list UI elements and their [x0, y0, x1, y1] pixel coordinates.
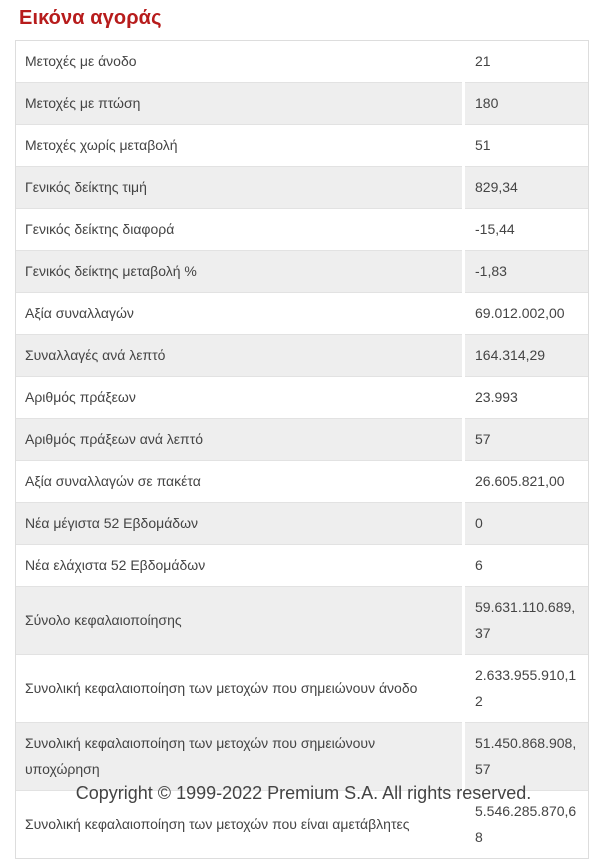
row-value: 6: [464, 545, 589, 587]
table-row: [16, 293, 588, 335]
table-row: [16, 83, 588, 125]
table-row: [16, 167, 588, 209]
table-row: [16, 723, 588, 791]
table-row: [16, 419, 588, 461]
market-overview-table: [15, 40, 589, 859]
row-value: 21: [464, 41, 589, 83]
row-value: 164.314,29: [464, 335, 589, 377]
table-row: [16, 503, 588, 545]
row-value: 26.605.821,00: [464, 461, 589, 503]
row-label: Νέα ελάχιστα 52 Εβδομάδων: [16, 545, 464, 587]
row-label: Συνολική κεφαλαιοποίηση των μετοχών που σημειώνουν υποχώρηση: [16, 723, 464, 791]
row-label: Αξία συναλλαγών: [16, 293, 464, 335]
row-value: 829,34: [464, 167, 589, 209]
table-row: [16, 377, 588, 419]
row-label: Αξία συναλλαγών σε πακέτα: [16, 461, 464, 503]
row-label: Μετοχές χωρίς μεταβολή: [16, 125, 464, 167]
row-value: 57: [464, 419, 589, 461]
table-row: [16, 251, 588, 293]
page-title: Εικόνα αγοράς: [19, 7, 162, 29]
table-row: [16, 545, 588, 587]
row-value: 51.450.868.908,57: [464, 723, 589, 791]
row-label: Νέα μέγιστα 52 Εβδομάδων: [16, 503, 464, 545]
row-label: Γενικός δείκτης μεταβολή %: [16, 251, 464, 293]
table-row: [16, 587, 588, 655]
row-value: 5.546.285.870,68: [475, 803, 577, 845]
table-row: [16, 461, 588, 503]
row-value: 51: [464, 125, 589, 167]
row-value: 180: [464, 83, 589, 125]
row-label: Μετοχές με πτώση: [16, 83, 464, 125]
row-label: Αριθμός πράξεων ανά λεπτό: [16, 419, 464, 461]
row-value: 59.631.110.689,37: [464, 587, 589, 655]
row-value: 0: [464, 503, 589, 545]
row-value: -15,44: [464, 209, 589, 251]
table-row: [16, 335, 588, 377]
table-row: [16, 41, 588, 83]
row-label: Συνολική κεφαλαιοποίηση των μετοχών που σημειώνουν άνοδο: [16, 655, 464, 723]
row-label: Σύνολο κεφαλαιοποίησης: [16, 587, 464, 655]
row-label: Συνολική κεφαλαιοποίηση των μετοχών που είναι αμετάβλητες: [16, 791, 464, 859]
copyright-footer: Copyright © 1999-2022 Premium S.A. All rights reserved.: [75, 783, 532, 803]
table-row: [16, 125, 588, 167]
table-row: [16, 655, 588, 723]
row-label: Αριθμός πράξεων: [16, 377, 464, 419]
row-value: -1,83: [464, 251, 589, 293]
row-value: 69.012.002,00: [464, 293, 589, 335]
table-row: [16, 209, 588, 251]
row-value: 23.993: [464, 377, 589, 419]
row-label: Γενικός δείκτης διαφορά: [16, 209, 464, 251]
row-label: Μετοχές με άνοδο: [16, 41, 464, 83]
row-value: 2.633.955.910,12: [464, 655, 589, 723]
row-label: Συναλλαγές ανά λεπτό: [16, 335, 464, 377]
row-label: Γενικός δείκτης τιμή: [16, 167, 464, 209]
